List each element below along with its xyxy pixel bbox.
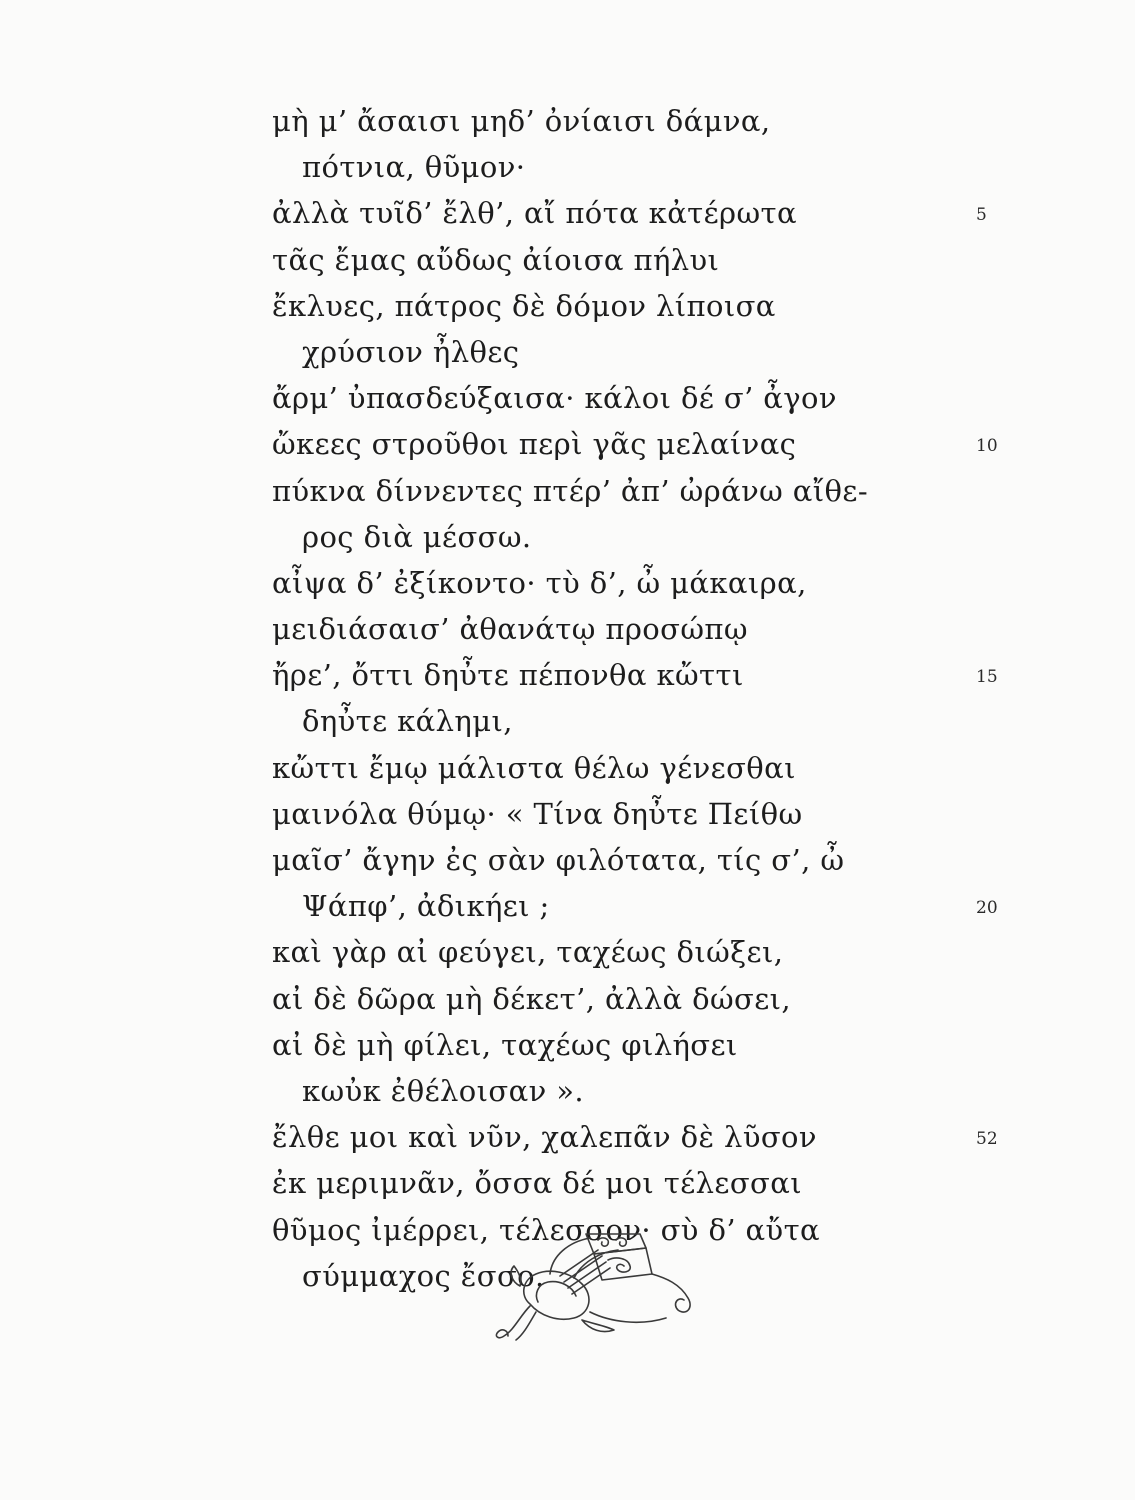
poem-line	[272, 375, 892, 421]
poem-line	[272, 837, 892, 883]
poem-line	[272, 283, 892, 329]
poem-line-text: Ψάπφ’, ἀδικήει ;	[302, 889, 550, 924]
poem-line-text: θῦμος ἰμέρρει, τέλεσσον· σὺ δ’ αὔτα	[272, 1212, 820, 1247]
line-number: 10	[976, 436, 998, 457]
poem-line	[272, 883, 998, 929]
poem-line	[272, 237, 892, 283]
poem-line	[272, 1022, 892, 1068]
poem-line	[272, 791, 892, 837]
poem-line	[272, 652, 998, 698]
poem-line	[272, 976, 892, 1022]
poem-line-text: πότνια, θῦμον·	[302, 150, 526, 185]
poem-line-text: κὤττι ἔμῳ μάλιστα θέλω γένεσθαι	[272, 750, 796, 785]
poem-line-text: καὶ γὰρ αἰ φεύγει, ταχέως διώξει,	[272, 935, 784, 970]
poem-line	[272, 1160, 892, 1206]
poem-line	[272, 421, 998, 467]
poem-line-text: αἰ δὲ μὴ φίλει, ταχέως φιλήσει	[272, 1027, 738, 1062]
poem-line	[272, 560, 892, 606]
poem-line-text: κωὐκ ἐθέλοισαν ».	[302, 1073, 584, 1108]
poem-line-text: ἀλλὰ τυῖδ’ ἔλθ’, αἴ πότα κἀτέρωτα	[272, 196, 797, 231]
poem-line	[272, 1114, 998, 1160]
poem-line	[272, 606, 892, 652]
poem-line-text: ἄρμ’ ὐπασδεύξαισα· κάλοι δέ σ’ ἆγον	[272, 381, 837, 416]
poem-line-text: ἔκλυες, πάτρος δὲ δόμον λίποισα	[272, 288, 776, 323]
poem-line-text: ρος διὰ μέσσω.	[302, 519, 532, 554]
poem-line-text: τᾶς ἔμας αὔδως ἀίοισα πήλυι	[272, 242, 720, 277]
poem-line	[272, 98, 892, 144]
poem-line-text: ἔλθε μοι καὶ νῦν, χαλεπᾶν δὲ λῦσον	[272, 1120, 817, 1155]
line-number: 5	[976, 205, 987, 226]
lyre-vignette-icon	[490, 1226, 700, 1348]
poem-line-text: ἤρε’, ὄττι δηὖτε πέπονθα κὤττι	[272, 658, 744, 693]
poem-line	[272, 698, 892, 744]
poem-line-text: αἰ δὲ δῶρα μὴ δέκετ’, ἀλλὰ δώσει,	[272, 981, 792, 1016]
poem-line-text: δηὖτε κάλημι,	[302, 704, 513, 739]
line-number: 52	[976, 1129, 998, 1150]
poem-line-text: μαῖσ’ ἄγην ἐς σὰν φιλότατα, τίς σ’, ὦ	[272, 843, 845, 877]
poem-line-text: μὴ μ’ ἄσαισι μηδ’ ὀνίαισι δάμνα,	[272, 104, 771, 138]
line-number: 15	[976, 667, 998, 688]
poem-line-text: σύμμαχος ἔσσο.	[302, 1258, 545, 1293]
poem-line-text: αἶψα δ’ ἐξίκοντο· τὺ δ’, ὦ μάκαιρα,	[272, 565, 807, 600]
poem-line	[272, 144, 892, 190]
poem-line-text: μαινόλα θύμῳ· « Τίνα δηὖτε Πείθω	[272, 796, 803, 831]
poem-line	[272, 190, 987, 236]
poem-line-text: μειδιάσαισ’ ἀθανάτῳ προσώπῳ	[272, 612, 748, 647]
poem-text	[272, 98, 998, 1299]
poem-line-text: πύκνα δίννεντες πτέρ’ ἀπ’ ὠράνω αἴθε-	[272, 473, 869, 508]
poem-line	[272, 1068, 892, 1114]
poem-line	[272, 929, 892, 975]
poem-line-text: χρύσιον ἦλθες	[302, 334, 520, 369]
poem-line	[272, 468, 892, 514]
poem-line	[272, 514, 892, 560]
line-number: 20	[976, 898, 998, 919]
poem-line	[272, 745, 892, 791]
poem-line	[272, 329, 892, 375]
poem-line-text: ἐκ μεριμνᾶν, ὄσσα δέ μοι τέλεσσαι	[272, 1166, 802, 1201]
poem-line-text: ὤκεες στροῦθοι περὶ γᾶς μελαίνας	[272, 427, 797, 462]
